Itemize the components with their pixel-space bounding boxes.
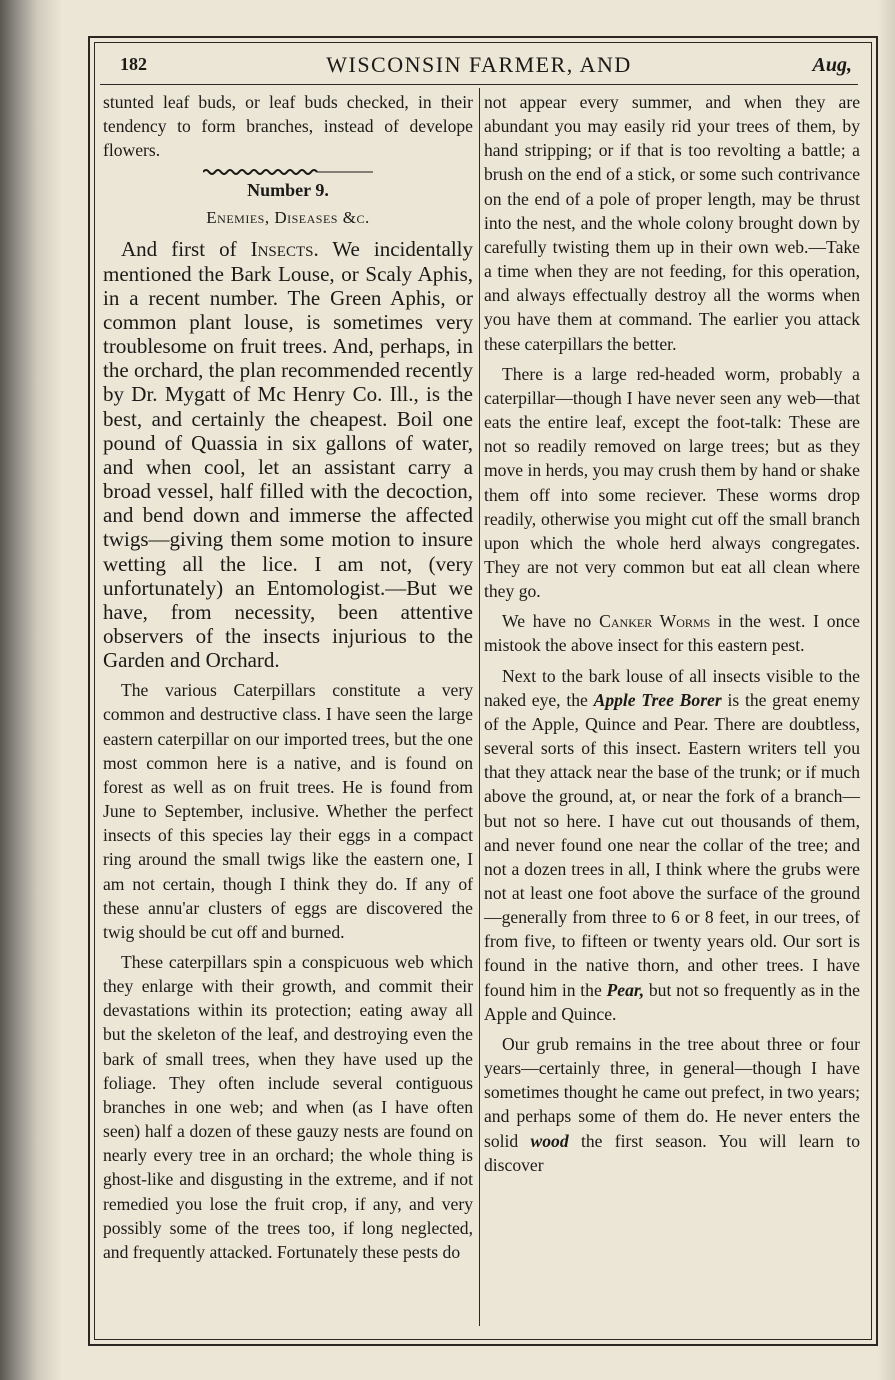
text-run: And first of bbox=[121, 237, 251, 262]
paragraph-canker-worms bbox=[484, 609, 860, 657]
paragraph-caterpillars: The various Caterpillars constitute a very common and destructive class. I have seen the large eastern caterpillar on our imported trees, but the one most common here is a native, and is found on forest as well as on fruit trees. He is found from June to September, inclusive. Whether the perfect insects of this species lay their eggs in a compact ring around the small twigs like the eastern one, I am not certain, though I think they do. If any of these annu'ar clusters of eggs are discovered the twig should be cut off and burned. bbox=[103, 680, 473, 942]
paragraph-apple-tree-borer bbox=[484, 664, 860, 1026]
paragraph-grub bbox=[484, 1032, 860, 1177]
page-edge-shadow bbox=[877, 0, 895, 1380]
text-run: We incidentally mentioned the Bark Louse, or Scaly Aphis, in a recent number. The Green Aphis, or common plant louse, is sometimes very troublesome on fruit trees. And, perhaps, in the orchard, the plan recommended recently by Dr. Mygatt of Mc Henry Co. Ill., is the best, and certainly the cheapest. Boil one pound of Quassia in six gallons of water, and when cool, let an assistant carry a broad vessel, half filled with the decoction, and bend down and immerse the affected twigs—giving them some motion to insure wetting all the lice. I am not, (very unfortunately) an Entomologist.—But we have, from necessity, been attentive observers of the insects injurious to the Garden and Orchard. bbox=[103, 237, 473, 673]
right-column bbox=[484, 90, 860, 1177]
text-run: Our grub remains in the tree about three or four years—certainly three, in general—though I have sometimes thought he came out prefect, in two years; and perhaps some of them do. He never enters the solid bbox=[484, 1033, 860, 1151]
text-run: is the great enemy of the Apple, Quince and Pear. There are doubtless, several sorts of this insect. Eastern writers tell you that they attack near the base of the trunk; or if much above the ground, at, or near the fork of a branch—but not so here. I have cut out thousands of them, and never found one near the collar of the tree; and not a dozen trees in all, I think where the grubs were not at least one foot above the surface of the ground—generally from three to 6 or 8 feet, in our trees, of from five, to fifteen or twenty years old. Our sort is found in the native thorn, and other trees. I have found him in the bbox=[484, 689, 860, 1000]
issue-month: Aug, bbox=[812, 54, 852, 76]
book-binding-shadow bbox=[0, 0, 62, 1380]
ornament-divider bbox=[203, 167, 373, 177]
paragraph-red-headed-worm: There is a large red-headed worm, probably a caterpillar—though I have never seen any web—that eats the entire leaf, except the foot-talk: These are not so readily removed on large trees; but as they move in herds, you may crush them by hand or shake them off into some reciever. These worms drop readily, otherwise you might cut off the small branch upon which the whole herd always congregates. They are not very common but eat all clean where they go. bbox=[484, 363, 860, 602]
apple-tree-borer-term: Apple Tree Borer bbox=[593, 689, 722, 710]
intro-paragraph: stunted leaf buds, or leaf buds checked, in their tendency to form branches, instead of develope flowers. bbox=[103, 92, 473, 161]
insects-term: Insects. bbox=[250, 237, 319, 262]
pear-term: Pear, bbox=[606, 979, 645, 1000]
running-head bbox=[100, 54, 858, 85]
paragraph-insects bbox=[103, 237, 473, 672]
article-number-heading: Number 9. bbox=[247, 180, 329, 201]
page-number: 182 bbox=[120, 54, 147, 74]
section-heading: Enemies, Diseases &c. bbox=[206, 208, 370, 228]
column-rule bbox=[479, 88, 480, 1326]
paragraph-stripping: not appear every summer, and when they are abundant you may easily rid your trees of them, by hand stripping; or if that is too revolting a battle; a brush on the end of a stick, or some such contrivance on the end of a pole of proper length, may be thrust into the nest, and the whole colony brought down by carefully twisting them up in their own web.—Take a time when they are not feeding, for this operation, and always effectually destroy all the worms when you have them at command. The earlier you attack these caterpillars the better. bbox=[484, 92, 860, 354]
text-run: but not so frequently as in the Apple and Quince. bbox=[484, 979, 860, 1024]
paragraph-webs: These caterpillars spin a conspicuous web which they enlarge with their growth, and commit their devastations within its protection; eating away all but the skeleton of the leaf, and destroying even the bark of small trees, when they have used up the foliage. They often include several contiguous branches in one web; and when (as I have often seen) half a dozen of these gauzy nests are found on nearly every tree in an orchard; the whole thing is ghost-like and disgusting in the extreme, and if not remedied you lose the fruit crop, if any, and very possibly some of the trees too, if long neglected, and frequently attacked. Fortunately these pests do bbox=[103, 952, 473, 1262]
canker-worms-term: Canker Worms bbox=[599, 611, 711, 632]
text-run: We have no bbox=[502, 611, 600, 632]
text-run: Next to the bark louse of all insects visible to the naked eye, the bbox=[484, 665, 860, 710]
journal-title: WISCONSIN FARMER, AND bbox=[326, 52, 632, 77]
text-run: the first season. You will learn to discover bbox=[484, 1130, 860, 1175]
left-column bbox=[103, 90, 473, 1264]
wood-term: wood bbox=[530, 1130, 569, 1151]
text-run: in the west. I once mistook the above insect for this eastern pest. bbox=[484, 611, 860, 656]
